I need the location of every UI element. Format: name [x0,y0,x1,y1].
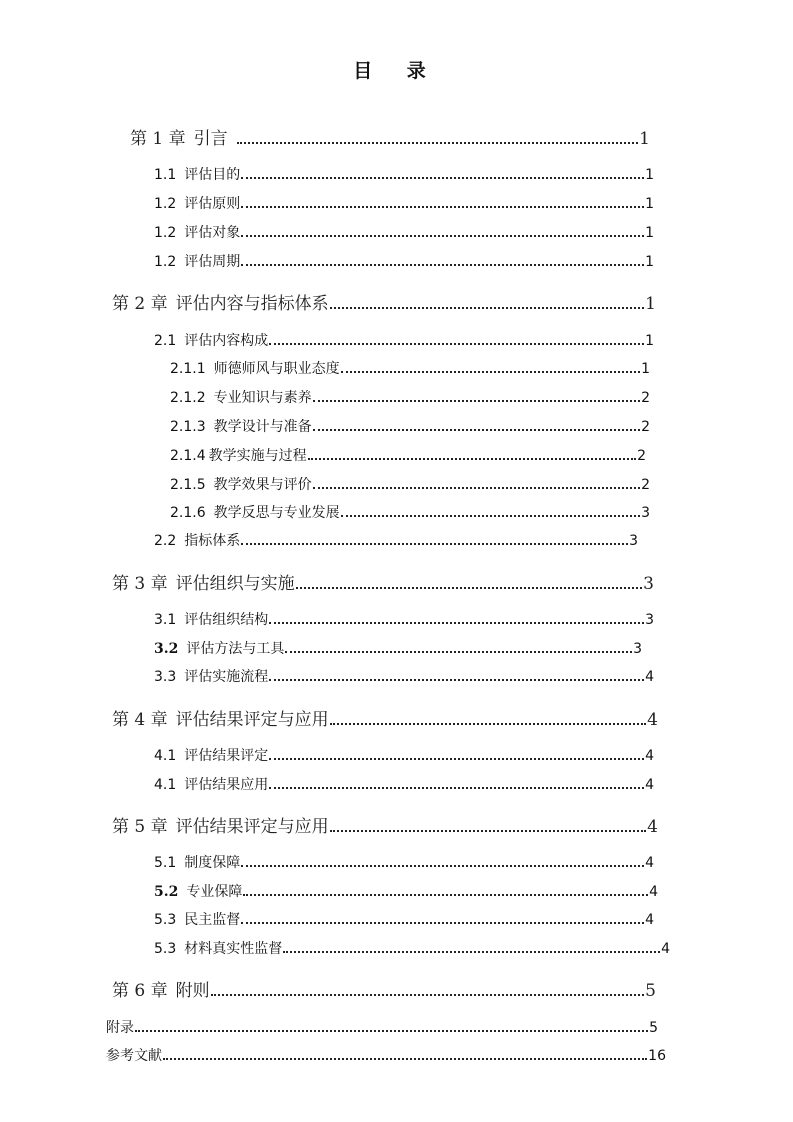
dot-leader [241,235,644,237]
toc-entry-2-1-1[interactable] [170,358,650,378]
dot-leader [313,487,640,489]
entry-title: 专业知识与素养 [213,390,312,406]
entry-page: 1 [641,361,650,377]
entry-title: 师德师风与职业态度 [213,361,340,377]
entry-page: 1 [645,167,654,183]
entry-title: 评估方法与工具 [186,641,285,657]
entry-number: 5.3 [154,912,177,928]
dot-leader [269,343,644,345]
entry-number: 2.1.4 [170,448,206,464]
dot-leader [296,587,643,589]
dot-leader [163,1058,647,1060]
entry-page: 4 [661,941,670,957]
entry-number: 4.1 [154,748,177,764]
dot-leader [330,723,647,725]
entry-page: 5 [649,1020,658,1036]
entry-title: 评估组织结构 [184,612,269,628]
toc-entry-1-1[interactable] [154,164,654,184]
entry-title: 评估结果评定 [184,748,269,764]
dot-leader [330,830,647,832]
entry-title: 评估内容构成 [184,333,269,349]
dot-leader [269,787,644,789]
entry-number: 2.1.5 [170,477,206,493]
entry-title: 评估组织与实施 [175,574,295,594]
entry-number: 第 4 章 [112,710,168,730]
entry-number: 第 5 章 [112,817,168,837]
dot-leader [241,543,628,545]
entry-number: 1.2 [154,254,177,270]
entry-number: 3.3 [154,669,177,685]
toc-entry-2-1-4[interactable] [170,445,646,465]
dot-leader [283,951,660,953]
entry-number: 5.1 [154,855,177,871]
entry-number: 第 2 章 [112,294,168,314]
toc-entry-chapter-4[interactable] [112,705,658,730]
dot-leader [241,206,644,208]
entry-page: 1 [639,129,650,149]
entry-number: 1.1 [154,167,177,183]
toc-entry-chapter-5[interactable] [112,812,658,837]
toc-entry-4-1b[interactable] [154,774,654,794]
entry-title: 附则 [175,981,210,1001]
entry-title: 评估周期 [184,254,241,270]
toc-entry-4-1[interactable] [154,745,654,765]
entry-number: 2.1.6 [170,505,206,521]
entry-page: 4 [645,912,654,928]
entry-title: 评估结果应用 [184,777,269,793]
toc-entry-chapter-1[interactable] [130,124,650,149]
toc-entry-chapter-2[interactable] [112,289,656,314]
entry-number: 2.1.3 [170,419,206,435]
dot-leader [237,142,639,144]
toc-entry-appendix[interactable] [106,1017,658,1037]
entry-number: 第 6 章 [112,981,168,1001]
entry-page: 4 [645,748,654,764]
entry-number: 第 1 章 [130,129,186,149]
dot-leader [313,400,640,402]
entry-title: 制度保障 [184,855,241,871]
entry-title: 教学实施与过程 [208,448,307,464]
entry-page: 3 [643,574,654,594]
toc-entry-references[interactable] [106,1045,666,1065]
entry-title: 民主监督 [184,912,241,928]
entry-title: 参考文献 [106,1048,162,1064]
entry-number: 5.3 [154,941,177,957]
entry-number: 2.2 [154,533,177,549]
entry-title: 评估结果评定与应用 [175,817,329,837]
entry-page: 5 [645,981,656,1001]
entry-title: 教学设计与准备 [213,419,312,435]
entry-page: 2 [637,448,646,464]
dot-leader [330,307,645,309]
entry-page: 2 [641,477,650,493]
toc-entry-1-2b[interactable] [154,222,654,242]
entry-page: 3 [629,533,638,549]
entry-title: 教学反思与专业发展 [213,505,340,521]
entry-title: 评估结果评定与应用 [175,710,329,730]
entry-title: 评估原则 [184,196,241,212]
toc-entry-5-2[interactable] [154,881,658,901]
entry-page: 1 [645,294,656,314]
entry-number: 2.1.2 [170,390,206,406]
toc-entry-2-1[interactable] [154,330,654,350]
dot-leader [135,1030,648,1032]
entry-page: 2 [641,390,650,406]
dot-leader [269,679,644,681]
toc-entry-5-1[interactable] [154,852,654,872]
toc-entry-chapter-3[interactable] [112,569,654,594]
toc-entry-1-2[interactable] [154,193,654,213]
entry-title: 指标体系 [184,533,241,549]
toc-entry-2-1-2[interactable] [170,387,650,407]
toc-entry-5-3[interactable] [154,909,654,929]
toc-entry-2-1-3[interactable] [170,416,650,436]
entry-page: 2 [641,419,650,435]
toc-entry-3-1[interactable] [154,609,654,629]
dot-leader [313,429,640,431]
toc-entry-1-2c[interactable] [154,251,654,271]
entry-title: 评估对象 [184,225,241,241]
entry-page: 3 [633,641,642,657]
dot-leader [211,994,645,996]
entry-number: 2.1 [154,333,177,349]
dot-leader [241,264,644,266]
entry-title: 材料真实性监督 [184,941,283,957]
toc-entry-2-1-6[interactable] [170,502,650,522]
entry-page: 1 [645,333,654,349]
entry-number: 2.1.1 [170,361,206,377]
entry-number: 4.1 [154,777,177,793]
entry-title: 评估实施流程 [184,669,269,685]
entry-page: 3 [641,505,650,521]
entry-title: 引言 [193,129,228,149]
dot-leader [285,651,632,653]
dot-leader [243,894,648,896]
entry-page: 4 [645,855,654,871]
entry-number: 3.2 [154,641,179,657]
entry-page: 1 [645,254,654,270]
entry-title: 教学效果与评价 [213,477,312,493]
toc-entry-3-3[interactable] [154,666,654,686]
entry-number: 第 3 章 [112,574,168,594]
entry-page: 3 [645,612,654,628]
toc-title: 目 录 [353,60,440,82]
entry-number: 1.2 [154,225,177,241]
entry-title: 专业保障 [186,884,243,900]
entry-page: 4 [645,777,654,793]
entry-number: 3.1 [154,612,177,628]
entry-number: 5.2 [154,884,179,900]
toc-entry-2-1-5[interactable] [170,474,650,494]
dot-leader [341,515,640,517]
entry-page: 4 [645,669,654,685]
dot-leader [269,758,644,760]
dot-leader [241,922,644,924]
entry-title: 附录 [106,1020,134,1036]
entry-page: 4 [647,710,658,730]
dot-leader [269,622,644,624]
toc-entry-2-2[interactable] [154,530,638,550]
entry-title: 评估目的 [184,167,241,183]
entry-page: 4 [649,884,658,900]
dot-leader [341,371,640,373]
toc-entry-chapter-6[interactable] [112,976,656,1001]
entry-page: 16 [648,1048,666,1064]
dot-leader [308,458,636,460]
dot-leader [241,177,644,179]
entry-number: 1.2 [154,196,177,212]
entry-title: 评估内容与指标体系 [175,294,329,314]
toc-entry-3-2[interactable] [154,638,642,658]
entry-page: 1 [645,225,654,241]
toc-entry-5-3b[interactable] [154,938,670,958]
entry-page: 4 [647,817,658,837]
entry-page: 1 [645,196,654,212]
dot-leader [241,865,644,867]
